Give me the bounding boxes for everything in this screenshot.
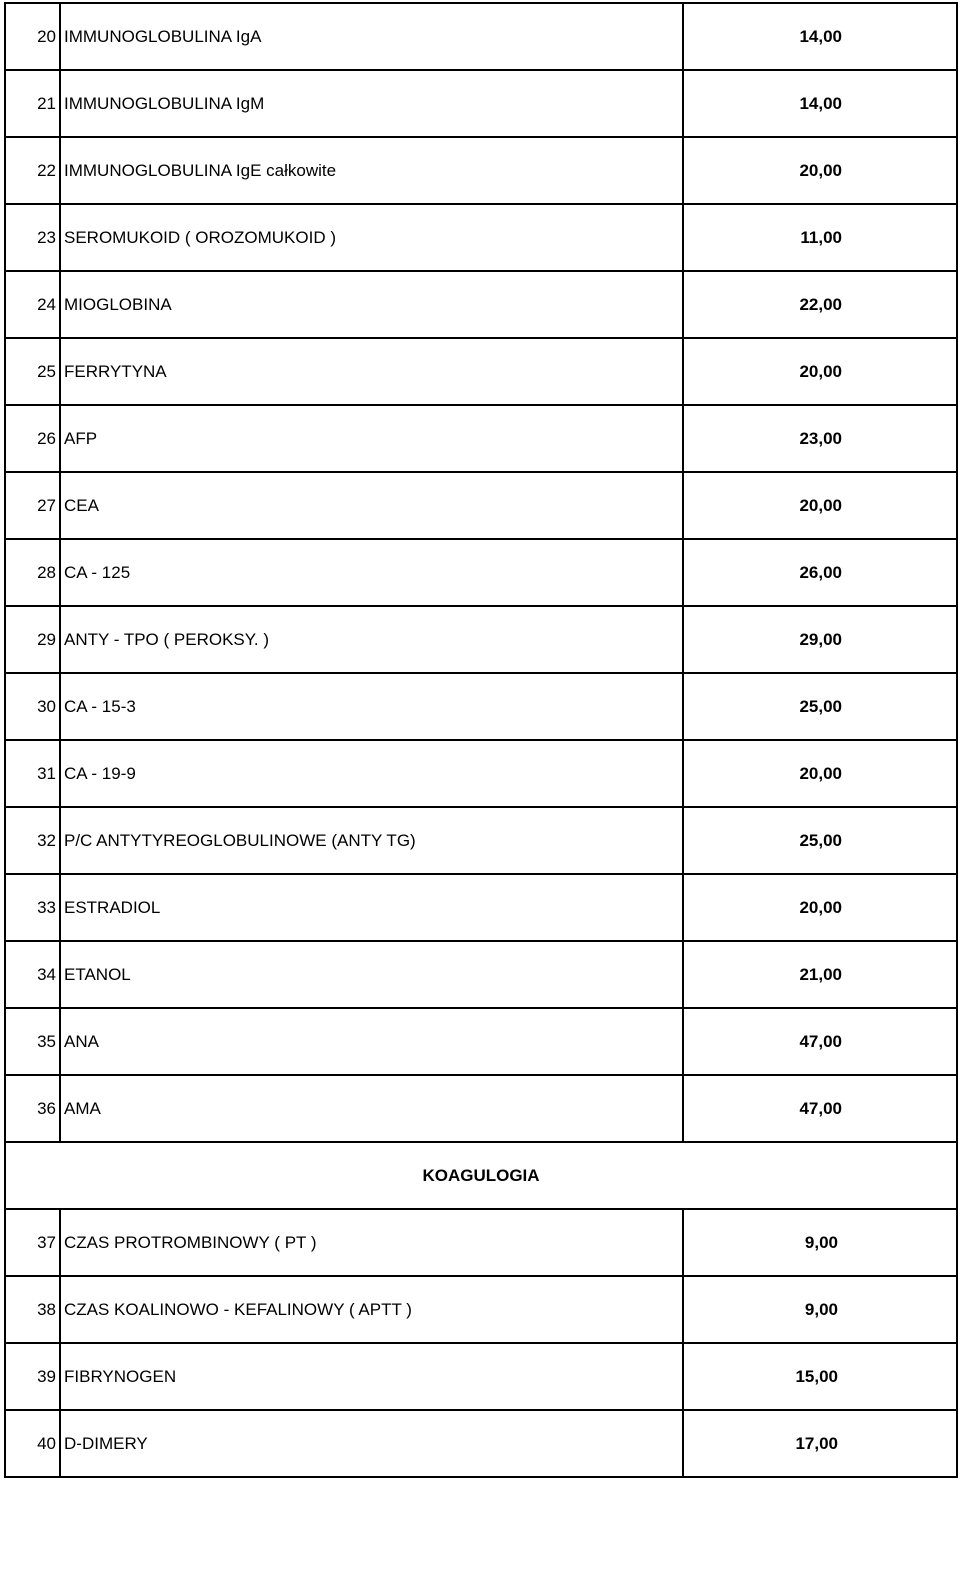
item-number: 25 — [5, 338, 60, 405]
item-number: 39 — [5, 1343, 60, 1410]
item-name: D-DIMERY — [60, 1410, 683, 1477]
section-header-row — [5, 1142, 957, 1209]
table-row — [5, 673, 957, 740]
item-number: 33 — [5, 874, 60, 941]
item-number: 26 — [5, 405, 60, 472]
item-number: 23 — [5, 204, 60, 271]
item-name: IMMUNOGLOBULINA IgE całkowite — [60, 137, 683, 204]
item-number: 27 — [5, 472, 60, 539]
item-price: 22,00 — [683, 271, 957, 338]
table-row — [5, 70, 957, 137]
table-row — [5, 472, 957, 539]
item-number: 32 — [5, 807, 60, 874]
table-row — [5, 338, 957, 405]
table-row — [5, 1410, 957, 1477]
item-price: 20,00 — [683, 472, 957, 539]
item-price: 9,00 — [683, 1209, 957, 1276]
table-row — [5, 271, 957, 338]
item-price: 23,00 — [683, 405, 957, 472]
item-price: 17,00 — [683, 1410, 957, 1477]
item-number: 21 — [5, 70, 60, 137]
item-price: 25,00 — [683, 807, 957, 874]
item-name: SEROMUKOID ( OROZOMUKOID ) — [60, 204, 683, 271]
table-row — [5, 405, 957, 472]
item-name: CZAS KOALINOWO - KEFALINOWY ( APTT ) — [60, 1276, 683, 1343]
item-number: 38 — [5, 1276, 60, 1343]
item-price: 25,00 — [683, 673, 957, 740]
item-name: FERRYTYNA — [60, 338, 683, 405]
item-price: 21,00 — [683, 941, 957, 1008]
price-list-table — [4, 2, 958, 1478]
item-number: 40 — [5, 1410, 60, 1477]
table-row — [5, 1008, 957, 1075]
item-number: 35 — [5, 1008, 60, 1075]
item-name: AFP — [60, 405, 683, 472]
item-name: ANA — [60, 1008, 683, 1075]
item-name: ETANOL — [60, 941, 683, 1008]
item-number: 28 — [5, 539, 60, 606]
table-row — [5, 1075, 957, 1142]
item-name: ANTY - TPO ( PEROKSY. ) — [60, 606, 683, 673]
item-price: 11,00 — [683, 204, 957, 271]
item-name: P/C ANTYTYREOGLOBULINOWE (ANTY TG) — [60, 807, 683, 874]
item-price: 47,00 — [683, 1075, 957, 1142]
item-number: 20 — [5, 3, 60, 70]
item-name: IMMUNOGLOBULINA IgM — [60, 70, 683, 137]
item-price: 20,00 — [683, 338, 957, 405]
table-row — [5, 1343, 957, 1410]
section-title-koagulogia: KOAGULOGIA — [5, 1142, 957, 1209]
item-name: CA - 19-9 — [60, 740, 683, 807]
table-row — [5, 137, 957, 204]
table-row — [5, 807, 957, 874]
item-number: 31 — [5, 740, 60, 807]
table-row — [5, 539, 957, 606]
item-name: MIOGLOBINA — [60, 271, 683, 338]
item-name: ESTRADIOL — [60, 874, 683, 941]
item-price: 26,00 — [683, 539, 957, 606]
item-name: AMA — [60, 1075, 683, 1142]
item-name: CZAS PROTROMBINOWY ( PT ) — [60, 1209, 683, 1276]
item-price: 9,00 — [683, 1276, 957, 1343]
table-row — [5, 606, 957, 673]
item-price: 20,00 — [683, 137, 957, 204]
item-number: 34 — [5, 941, 60, 1008]
item-number: 24 — [5, 271, 60, 338]
table-row — [5, 1276, 957, 1343]
item-name: FIBRYNOGEN — [60, 1343, 683, 1410]
item-number: 22 — [5, 137, 60, 204]
item-name: CA - 125 — [60, 539, 683, 606]
item-price: 20,00 — [683, 740, 957, 807]
table-row — [5, 204, 957, 271]
item-number: 36 — [5, 1075, 60, 1142]
item-name: CA - 15-3 — [60, 673, 683, 740]
item-number: 37 — [5, 1209, 60, 1276]
item-price: 14,00 — [683, 70, 957, 137]
item-price: 20,00 — [683, 874, 957, 941]
table-row — [5, 941, 957, 1008]
table-row — [5, 874, 957, 941]
item-price: 15,00 — [683, 1343, 957, 1410]
item-price: 47,00 — [683, 1008, 957, 1075]
item-price: 29,00 — [683, 606, 957, 673]
item-number: 29 — [5, 606, 60, 673]
item-number: 30 — [5, 673, 60, 740]
table-row — [5, 740, 957, 807]
item-price: 14,00 — [683, 3, 957, 70]
item-name: CEA — [60, 472, 683, 539]
table-row — [5, 3, 957, 70]
table-row — [5, 1209, 957, 1276]
item-name: IMMUNOGLOBULINA IgA — [60, 3, 683, 70]
